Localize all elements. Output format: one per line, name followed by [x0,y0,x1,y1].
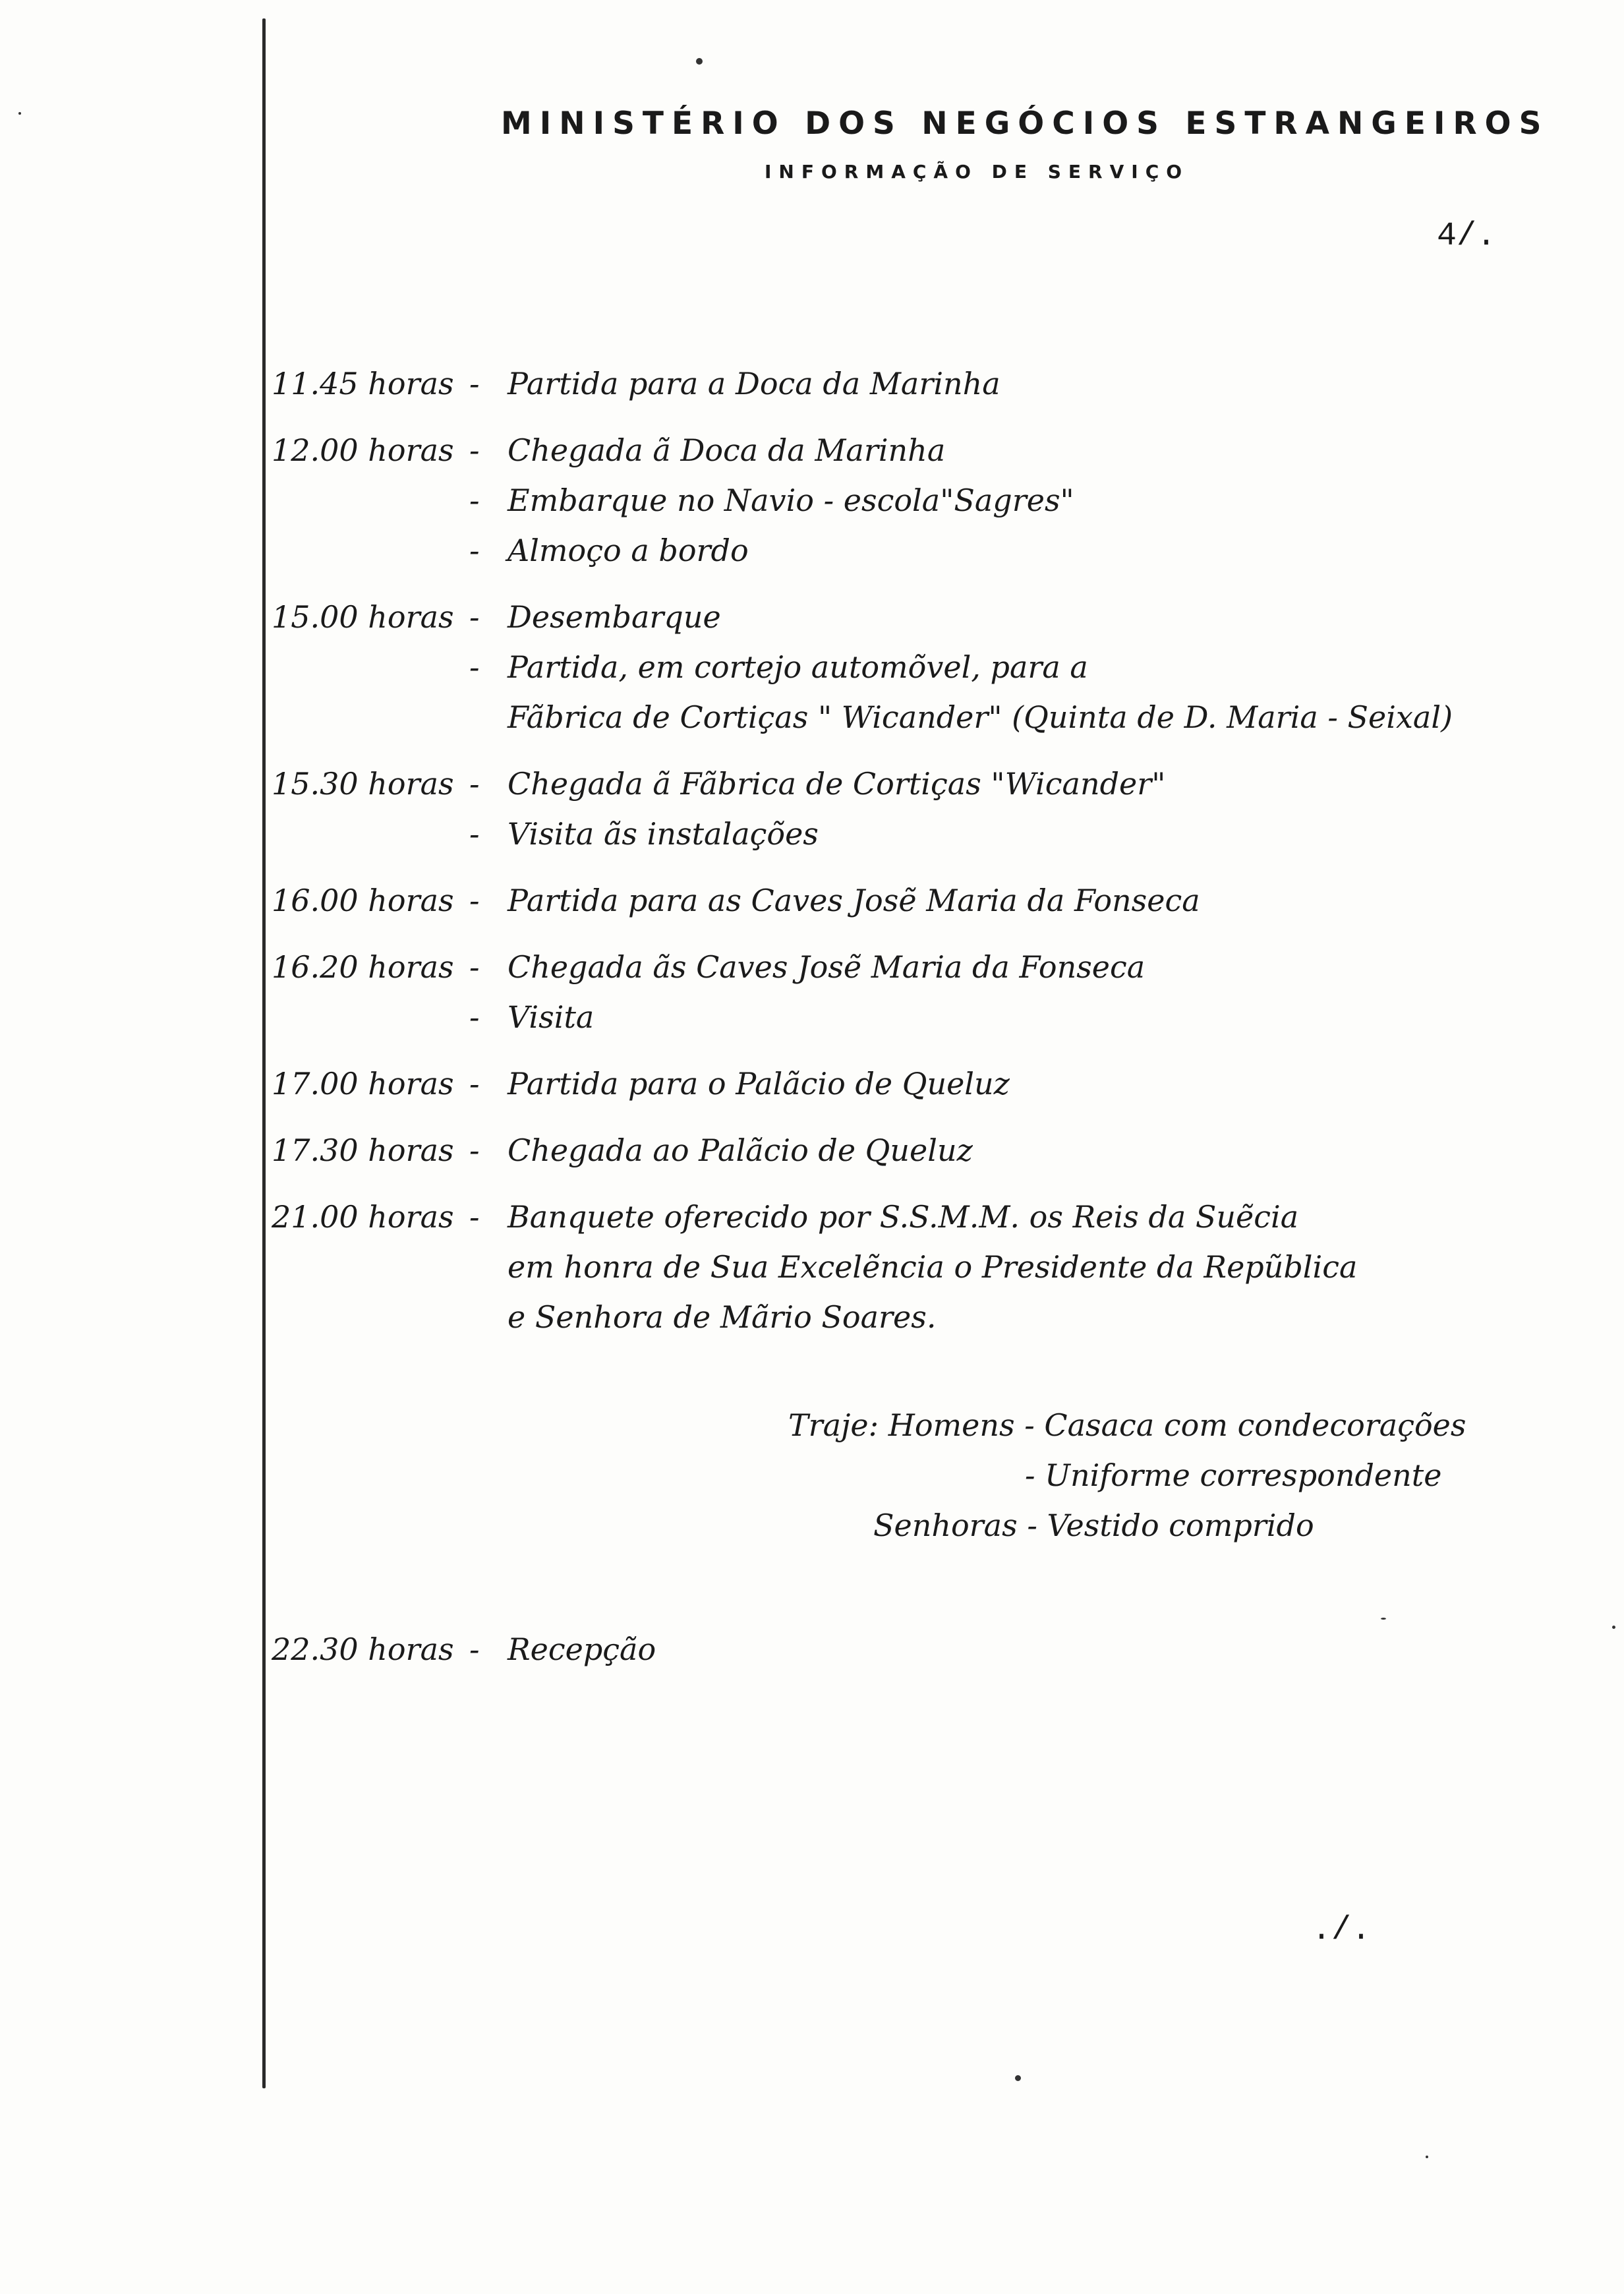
entry-time: 17.30 horas [272,1132,454,1168]
continued-mark: ./. [1312,1912,1372,1949]
entry-time: 17.00 horas [272,1066,454,1102]
dress-women-item: Vestido comprido [1047,1508,1314,1543]
dash: - [469,649,480,685]
dash: - [469,533,480,568]
schedule-entry [272,1066,1557,1116]
entry-line: Desembarque [508,599,721,635]
dress-men-label: Homens [888,1407,1015,1443]
dash: - [469,949,480,985]
schedule-entry [272,366,1557,416]
entry-continuation: em honra de Sua Excelẽncia o Presidente da Repũblica [508,1249,1358,1285]
dash: - [469,1066,480,1102]
page-number: 4/. [1437,218,1497,255]
scan-speck [696,58,703,65]
schedule-entry [272,432,1557,583]
entry-line: Partida, em cortejo automõvel, para a [508,649,1088,685]
entry-continuation: e Senhora de Mãrio Soares. [508,1299,937,1335]
schedule-entry [272,883,1557,933]
entry-time: 16.00 horas [272,883,454,918]
entry-time: 15.00 horas [272,599,454,635]
dash: - [1025,1457,1045,1493]
entry-line: Partida para as Caves Josẽ Maria da Fonseca [508,883,1200,918]
dash: - [469,483,480,518]
entry-time: 21.00 horas [272,1199,454,1235]
dash: - [1027,1508,1047,1543]
entry-time: 12.00 horas [272,432,454,468]
entry-line: Partida para a Doca da Marinha [508,366,1000,401]
entry-line: Partida para o Palãcio de Queluz [508,1066,1010,1102]
dash: - [469,432,480,468]
entry-line: Chegada ã Fãbrica de Cortiças "Wicander" [508,766,1166,802]
entry-continuation: Fãbrica de Cortiças " Wicander" (Quinta de D. Maria - Seixal) [508,699,1453,735]
dash: - [469,599,480,635]
schedule-entry [272,1199,1557,1349]
schedule-entry [272,766,1557,866]
entry-line: Chegada ao Palãcio de Queluz [508,1132,973,1168]
entry-time: 15.30 horas [272,766,454,802]
ministry-title: MINISTÉRIO DOS NEGÓCIOS ESTRANGEIROS [501,105,1550,142]
binding-margin-line [262,18,266,2088]
entry-line: Chegada ã Doca da Marinha [508,432,946,468]
scan-speck [1381,1618,1386,1620]
entry-line: Recepção [508,1632,656,1667]
entry-line: Embarque no Navio - escola"Sagres" [508,483,1074,518]
entry-time: 11.45 horas [272,366,454,401]
schedule-entry [272,599,1557,750]
schedule-entry [272,1132,1557,1183]
entry-time: 22.30 horas [272,1632,454,1667]
scan-speck [18,112,21,115]
scan-speck [1015,2075,1021,2081]
dash: - [469,1632,480,1667]
entry-line: Visita ãs instalações [508,816,819,852]
dress-label: Traje: [788,1407,879,1443]
dash: - [469,883,480,918]
dress-men-item: Uniforme correspondente [1045,1457,1442,1493]
entry-line: Visita [508,999,594,1035]
dash: - [469,816,480,852]
dress-men-item: Casaca com condecorações [1044,1407,1466,1443]
dash: - [469,1132,480,1168]
dash: - [469,999,480,1035]
entry-line: Banquete oferecido por S.S.M.M. os Reis da Suẽcia [508,1199,1299,1235]
entry-line: Almoço a bordo [508,533,749,568]
schedule-list [272,366,1557,1349]
dress-women-label: Senhoras [873,1508,1018,1543]
schedule-entry [272,949,1557,1049]
dash: - [469,1199,480,1235]
service-subtitle: INFORMAÇÃO DE SERVIÇO [765,161,1190,183]
scan-speck [1612,1626,1615,1629]
dash: - [1024,1407,1045,1443]
entry-time: 16.20 horas [272,949,454,985]
entry-line: Chegada ãs Caves Josẽ Maria da Fonseca [508,949,1146,985]
dash: - [469,766,480,802]
scan-speck [1426,2156,1428,2158]
reception-entry [272,1632,656,1667]
dash: - [469,366,480,401]
